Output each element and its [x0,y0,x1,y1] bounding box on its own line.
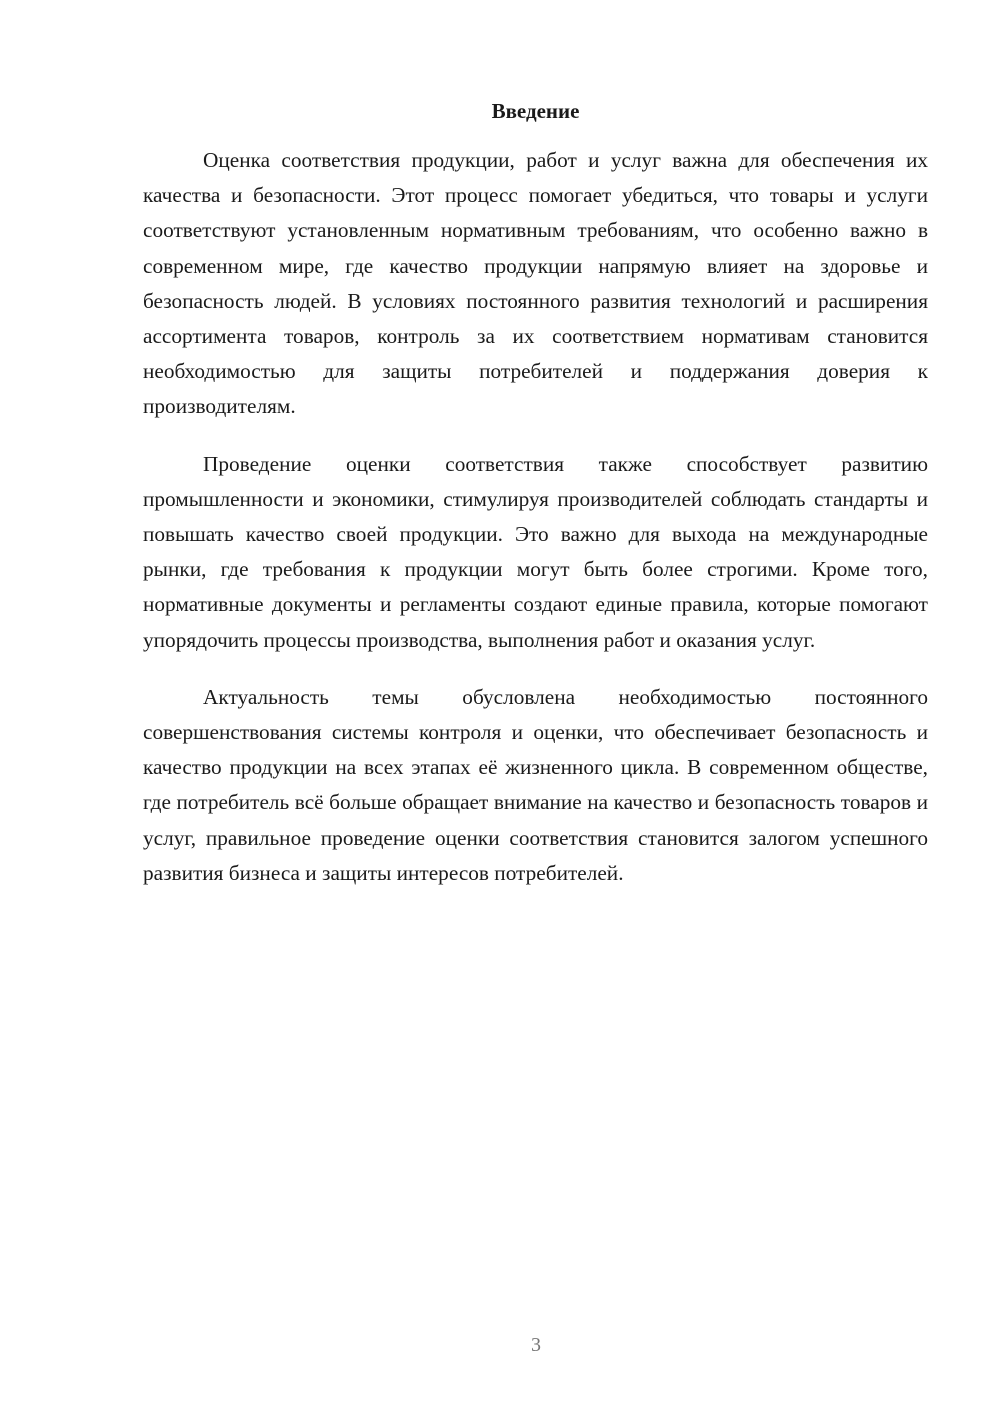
body-text [143,143,928,891]
paragraph-1: Оценка соответствия продукции, работ и услуг важна для обеспечения их качества и безопасности. Этот процесс помогает убедиться, что товары и услуги соответствуют установленным нормативным требованиям, что особенно важно в современном мире, где качество продукции напрямую влияет на здоровье и безопасность людей. В условиях постоянного развития технологий и расширения ассортимента товаров, контроль за их соответствием нормативам становится необходимостью для защиты потребителей и поддержания доверия к производителям. [143,148,928,419]
page-number: 3 [531,1334,541,1356]
section-title: Введение [491,99,580,123]
paragraph-2: Проведение оценки соответствия также способствует развитию промышленности и экономики, стимулируя производителей соблюдать стандарты и повышать качество своей продукции. Это важно для выхода на международные рынки, где требования к продукции могут быть более строгими. Кроме того, нормативные документы и регламенты создают единые правила, которые помогают упорядочить процессы производства, выполнения работ и оказания услуг. [143,451,928,652]
paragraph-3: Актуальность темы обусловлена необходимостью постоянного совершенствования системы контроля и оценки, что обеспечивает безопасность и качество продукции на всех этапах её жизненного цикла. В современном обществе, где потребитель всё больше обращает внимание на качество и безопасность товаров и услуг, правильное проведение оценки соответствия становится залогом успешного развития бизнеса и защиты интересов потребителей. [143,684,928,885]
